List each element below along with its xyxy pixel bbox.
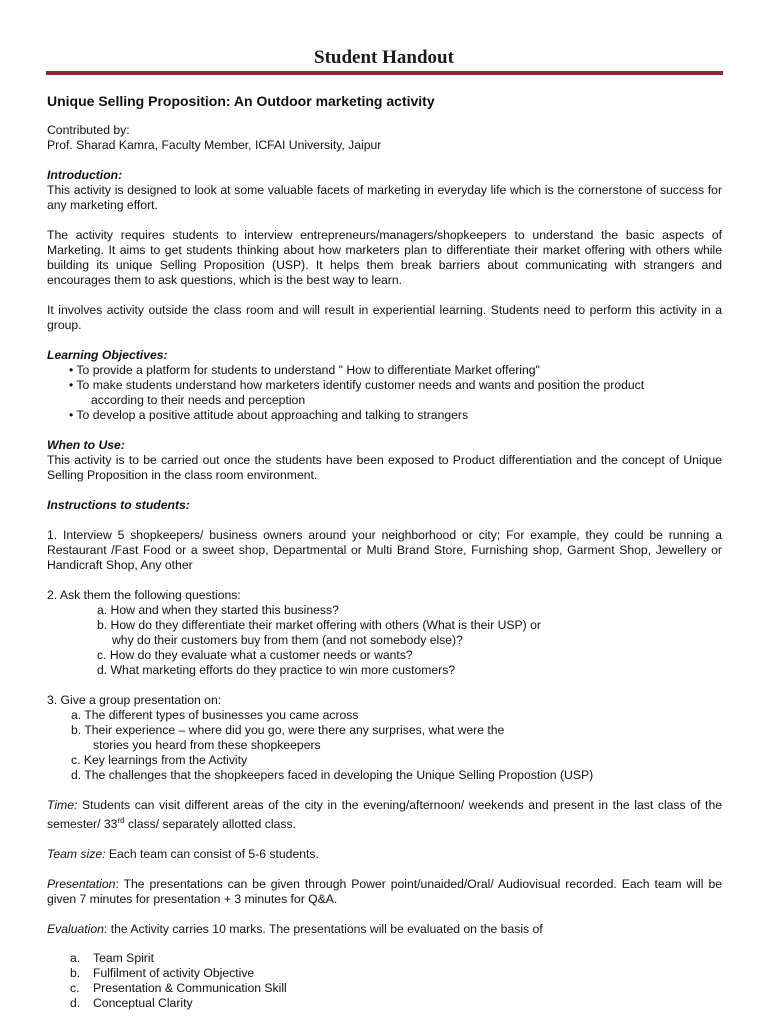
- time-paragraph: [47, 798, 722, 832]
- evaluation-text: : the Activity carries 10 marks. The presentations will be evaluated on the basis of: [103, 922, 543, 937]
- intro-paragraph-1: This activity is designed to look at some valuable facets of marketing in everyday life which is the cornerstone of success for any marketing effort.: [47, 183, 722, 212]
- topic-text: b. Their experience – where did you go, were there any surprises, what were the: [71, 723, 505, 737]
- question-item: c. How do they evaluate what a customer needs or wants?: [97, 648, 413, 662]
- time-text-b: class/ separately allotted class.: [124, 817, 296, 832]
- introduction-heading: Introduction:: [47, 168, 123, 182]
- questions-list: [47, 603, 722, 678]
- topic-continuation: stories you heard from these shopkeepers: [93, 738, 321, 752]
- topic-item: a. The different types of businesses you came across: [71, 708, 359, 722]
- question-continuation: why do their customers buy from them (and not somebody else)?: [112, 633, 463, 647]
- intro-paragraph-3: It involves activity outside the class room and will result in experiential learning. Students need to perform this activity in a group.: [47, 303, 722, 332]
- presentation-topics-list: [47, 708, 722, 783]
- contributor-text: Prof. Sharad Kamra, Faculty Member, ICFAI University, Jaipur: [47, 138, 382, 152]
- objective-item: • To develop a positive attitude about approaching and talking to strangers: [69, 408, 469, 422]
- intro-paragraph-2: The activity requires students to interview entrepreneurs/managers/shopkeepers to understand the basic aspects of Marketing. It aims to get students thinking about how marketers plan to differentiate their market offering with others while building its unique Selling Proposition (USP). It helps them break barriers about communicating with strangers and encourages them to ask questions, which is the best way to learn.: [47, 228, 722, 287]
- when-to-use-text: This activity is to be carried out once the students have been exposed to Product differentiation and the concept of Unique Selling Proposition in the class room environment.: [47, 453, 722, 482]
- time-label: Time:: [47, 798, 78, 812]
- objective-text: • To make students understand how marketers identify customer needs and wants and position the product: [69, 378, 645, 392]
- document-heading: Unique Selling Proposition: An Outdoor marketing activity: [47, 93, 435, 109]
- criteria-marker: a.: [70, 951, 81, 966]
- presentation-paragraph: [47, 877, 722, 907]
- question-item: a. How and when they started this business?: [97, 603, 339, 617]
- objective-continuation: according to their needs and perception: [91, 393, 306, 407]
- criteria-item: [70, 951, 722, 966]
- criteria-item: [70, 996, 722, 1011]
- criteria-text: Conceptual Clarity: [93, 996, 193, 1011]
- question-item: d. What marketing efforts do they practice to win more customers?: [97, 663, 456, 677]
- criteria-item: [70, 981, 722, 996]
- topic-item: d. The challenges that the shopkeepers faced in developing the Unique Selling Propostion (USP): [71, 768, 594, 782]
- team-size-label: Team size:: [47, 847, 106, 862]
- team-size-paragraph: [47, 847, 722, 862]
- question-item: [97, 618, 722, 648]
- criteria-item: [70, 966, 722, 981]
- contributed-label: Contributed by:: [47, 123, 130, 137]
- criteria-text: Team Spirit: [93, 951, 154, 966]
- criteria-text: Fulfilment of activity Objective: [93, 966, 255, 981]
- criteria-marker: c.: [70, 981, 80, 996]
- team-size-text: Each team can consist of 5-6 students.: [105, 847, 319, 862]
- presentation-text: : The presentations can be given through Power point/unaided/Oral/ Audiovisual recorded. Each team will be given 7 minutes for presentation + 3 minutes for Q&A.: [47, 877, 722, 907]
- time-superscript: rd: [117, 816, 125, 825]
- instruction-step-1: 1. Interview 5 shopkeepers/ business owners around your neighborhood or city; For example, they could be running a Restaurant /Fast Food or a sweet shop, Departmental or Multi Brand Store, Furnishing shop, Garment Shop, Jewellery or Handicraft Shop, Any other: [47, 528, 722, 572]
- criteria-marker: b.: [70, 966, 81, 981]
- criteria-marker: d.: [70, 996, 81, 1011]
- document-body: [47, 94, 722, 1011]
- objective-item: [69, 378, 722, 408]
- objective-item: • To provide a platform for students to understand " How to differentiate Market offering": [69, 363, 540, 377]
- question-text: b. How do they differentiate their market offering with others (What is their USP) or: [97, 618, 541, 632]
- header-rule: [46, 71, 723, 75]
- objectives-list: [47, 363, 722, 423]
- topic-item: [71, 723, 722, 753]
- when-to-use-heading: When to Use:: [47, 438, 125, 452]
- time-text-a: Students can visit different areas of the city in the evening/afternoon/ weekends and present in the last class of the semester/ 33: [47, 798, 722, 832]
- presentation-label: Presentation: [47, 877, 116, 892]
- evaluation-criteria-list: [47, 951, 722, 1011]
- topic-item: c. Key learnings from the Activity: [71, 753, 248, 767]
- evaluation-label: Evaluation: [47, 922, 104, 937]
- evaluation-paragraph: [47, 922, 722, 937]
- instruction-step-3: 3. Give a group presentation on:: [47, 693, 222, 707]
- instruction-step-2: 2. Ask them the following questions:: [47, 588, 241, 602]
- page-title: Student Handout: [314, 47, 454, 68]
- criteria-text: Presentation & Communication Skill: [93, 981, 287, 996]
- instructions-heading: Instructions to students:: [47, 498, 190, 512]
- learning-objectives-heading: Learning Objectives:: [47, 348, 168, 362]
